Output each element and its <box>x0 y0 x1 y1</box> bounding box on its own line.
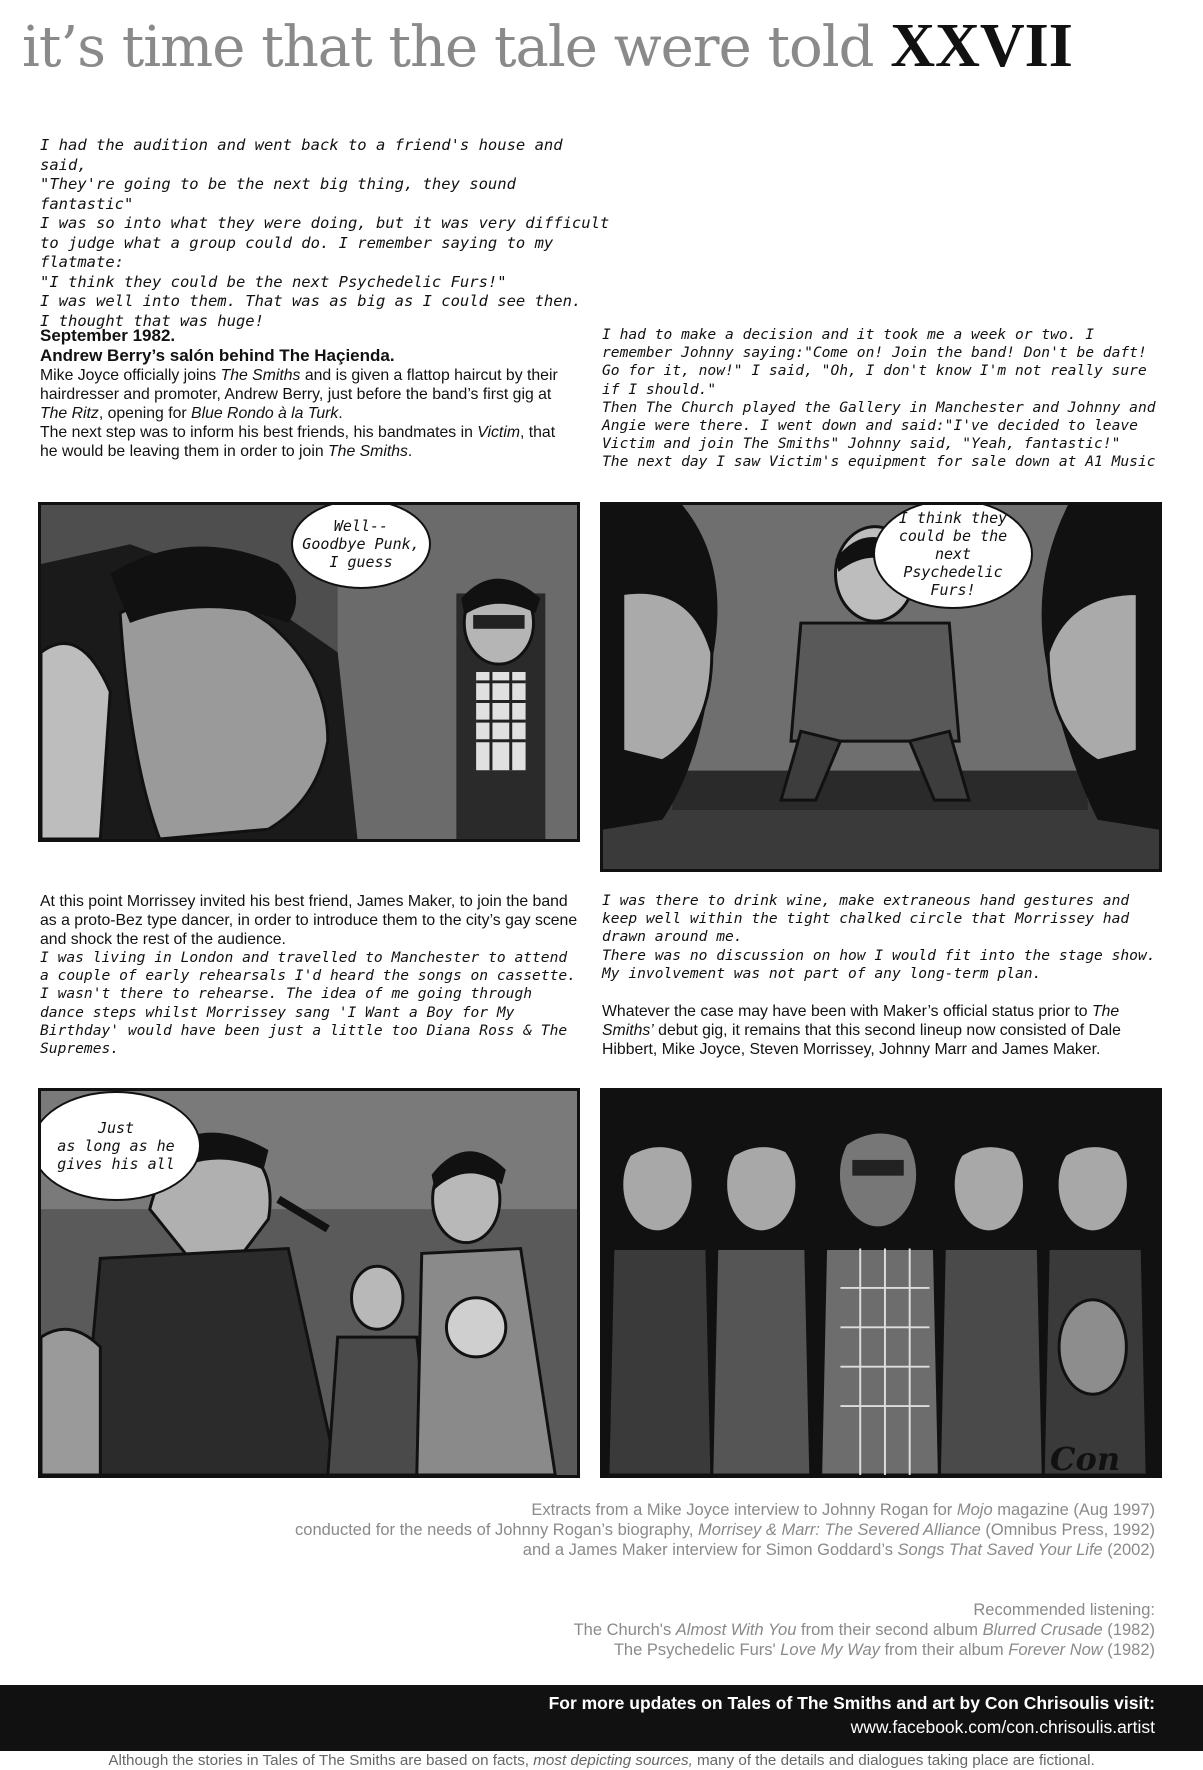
credit-line-2: conducted for the needs of Johnny Rogan’s biography, Morrisey & Marr: The Severed Alliance (Omnibus Press, 1992) <box>295 1521 1155 1539</box>
section-2-print: At this point Morrissey invited his best friend, James Maker, to join the band as a proto-Bez type dancer, in order to introduce them to the city’s gay scene and shock the rest of the audience. <box>40 893 578 948</box>
disclaimer: Although the stories in Tales of The Smiths are based on facts, most depicting sources, many of the details and dialogues taking place are fictional. <box>108 1752 1095 1769</box>
intro-quote: I had the audition and went back to a friend's house and said, "They're going to be the next big thing, they sound fantastic" I was so into what they were doing, but it was very difficult to judge what a group could do. I remember saying to my flatmate: "I think they could be the next Psychedelic Furs!" I was well into them. That was as big as I could see then. I thought that was huge! <box>40 136 610 330</box>
credits <box>55 1500 1155 1560</box>
section-1-place: Andrew Berry’s salón behind The Haçienda. <box>40 346 395 365</box>
listening-heading: Recommended listening: <box>973 1601 1155 1619</box>
section-1-body-2: The next step was to inform his best friends, his bandmates in Victim, that he would be leaving them in order to join The Smiths. <box>40 424 556 460</box>
section-1-date: September 1982. <box>40 326 176 345</box>
footer-facebook-link[interactable]: www.facebook.com/con.chrisoulis.artist <box>850 1717 1155 1737</box>
panel-4-art <box>603 1091 1159 1475</box>
listening-line-1: The Church's Almost With You from their second album Blurred Crusade (1982) <box>573 1621 1155 1639</box>
section-1-text <box>40 326 565 461</box>
speech-bubble-1: Well-- Goodbye Punk, I guess <box>291 502 431 589</box>
section-3-print: Whatever the case may have been with Maker’s official status prior to The Smiths’ debut gig, it remains that this second lineup now consisted of Dale Hibbert, Mike Joyce, Steven Morrissey, Johnny Marr and James Maker. <box>602 1003 1121 1059</box>
listening-line-2: The Psychedelic Furs' Love My Way from their album Forever Now (1982) <box>613 1641 1155 1659</box>
comic-panel-2 <box>600 502 1162 872</box>
decision-quote: I had to make a decision and it took me a week or two. I remember Johnny saying:"Come on! Join the band! Don't be daft! Go for it, now!" I said, "Oh, I don't know I'm not really sure if I should." Then The Church played the Gallery in Manchester and Johnny and Angie were there. I went down and said:"I've decided to leave Victim and join The Smiths" Johnny said, "Yeah, fantastic!" The next day I saw Victim's equipment for sale down at A1 Music <box>602 326 1156 471</box>
artist-signature: Con <box>1050 1440 1121 1478</box>
title-text: it’s time that the tale were told <box>22 15 874 80</box>
footer-bar <box>0 1685 1203 1751</box>
credit-line-1: Extracts from a Mike Joyce interview to Johnny Rogan for Mojo magazine (Aug 1997) <box>531 1501 1155 1519</box>
section-2-text <box>40 892 580 1058</box>
section-1-body: Mike Joyce officially joins The Smiths and is given a flattop haircut by their hairdresser and promoter, Andrew Berry, just before the band’s first gig at The Ritz, opening for Blue Rondo à la Turk. <box>40 367 558 422</box>
section-3-quote: I was there to drink wine, make extraneous hand gestures and keep well within the tight chalked circle that Morrissey had drawn around me. There was no discussion on how I would fit into the stage show. My involvement was not part of any long-term plan. <box>602 892 1156 982</box>
speech-bubble-3: Just as long as he gives his all <box>38 1091 201 1201</box>
comic-panel-4 <box>600 1088 1162 1478</box>
section-2-quote: I was living in London and travelled to Manchester to attend a couple of early rehearsals I'd heard the songs on cassette. I wasn't there to rehearse. The idea of me going through dance steps whilst Morrissey sang 'I Want a Boy for My Birthday' would have been just a little too Diana Ross & The Supremes. <box>40 949 576 1058</box>
speech-bubble-2: I think they could be the next Psychedelic Furs! <box>873 502 1033 609</box>
recommended-listening <box>55 1600 1155 1660</box>
section-3-text <box>602 892 1164 1059</box>
footer-updates-text: For more updates on Tales of The Smiths and art by Con Chrisoulis visit: <box>548 1693 1155 1713</box>
comic-panel-3 <box>38 1088 580 1478</box>
comic-panel-1 <box>38 502 580 842</box>
credit-line-3: and a James Maker interview for Simon Goddard’s Songs That Saved Your Life (2002) <box>522 1541 1155 1559</box>
page-title <box>22 14 1192 80</box>
chapter-numeral: XXVII <box>890 12 1073 80</box>
